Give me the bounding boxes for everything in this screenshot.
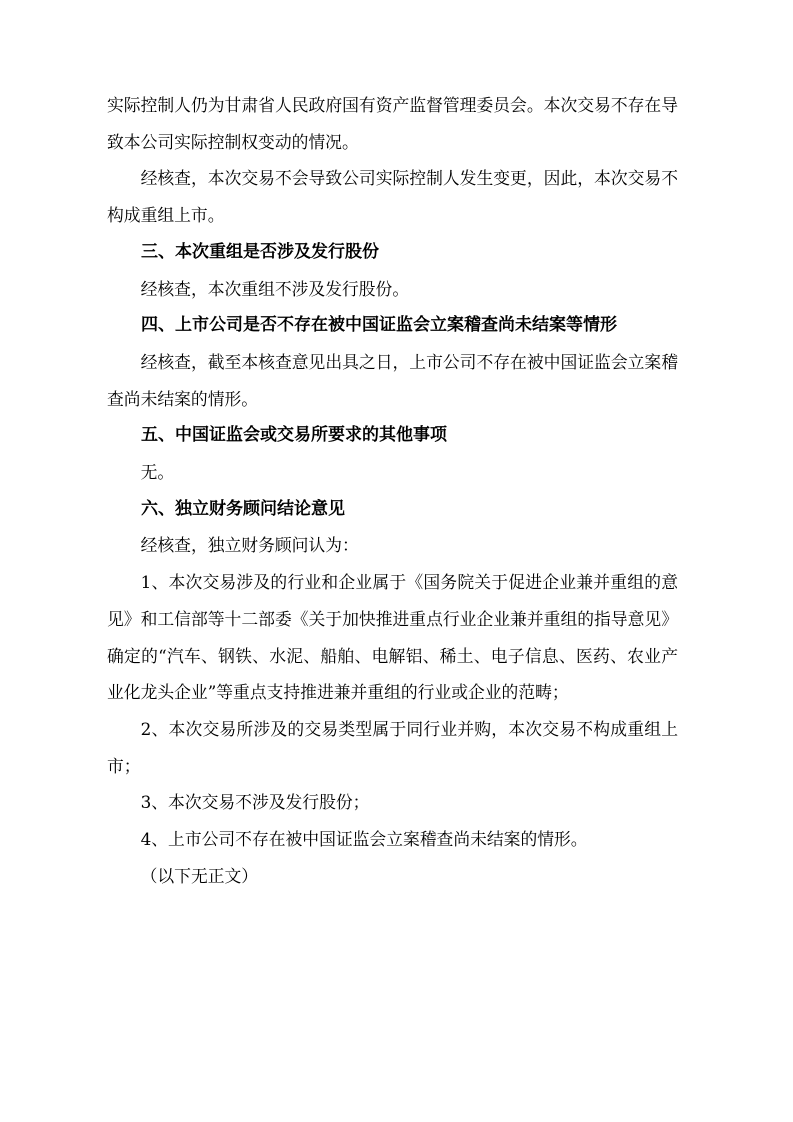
section-heading: 五、中国证监会或交易所要求的其他事项 xyxy=(141,425,447,446)
section-heading: 六、独立财务顾问结论意见 xyxy=(141,498,345,519)
paragraph: 经核查，本次交易不会导致公司实际控制人发生变更，因此，本次交易不构成重组上市。 xyxy=(107,168,678,226)
paragraph: 经核查，独立财务顾问认为： xyxy=(140,535,359,556)
section-heading: 三、本次重组是否涉及发行股份 xyxy=(141,241,379,262)
paragraph: 无。 xyxy=(140,462,175,483)
paragraph: 经核查，本次重组不涉及发行股份。 xyxy=(140,278,410,299)
section-heading: 四、上市公司是否不存在被中国证监会立案稽查尚未结案等情形 xyxy=(141,315,617,336)
paragraph: 3、本次交易不涉及发行股份； xyxy=(140,792,370,813)
paragraph: 实际控制人仍为甘肃省人民政府国有资产监督管理委员会。本次交易不存在导致本公司实际控制权变动的情况。 xyxy=(107,95,678,152)
paragraph: （以下无正文） xyxy=(140,865,259,886)
paragraph: 2、本次交易所涉及的交易类型属于同行业并购，本次交易不构成重组上市； xyxy=(107,718,678,776)
paragraph: 1、本次交易涉及的行业和企业属于《国务院关于促进企业兼并重组的意见》和工信部等十二部委《关于加快推进重点行业企业兼并重组的指导意见》确定的“汽车、钢铁、水泥、船舶、电解铝、稀土、电子信息、医药、农业产业化龙头企业”等重点支持推进兼并重组的行业或企业的范畴； xyxy=(107,572,678,703)
paragraph: 经核查，截至本核查意见出具之日，上市公司不存在被中国证监会立案稽查尚未结案的情形。 xyxy=(107,351,678,409)
document-body xyxy=(107,87,678,894)
paragraph: 4、上市公司不存在被中国证监会立案稽查尚未结案的情形。 xyxy=(140,829,588,850)
